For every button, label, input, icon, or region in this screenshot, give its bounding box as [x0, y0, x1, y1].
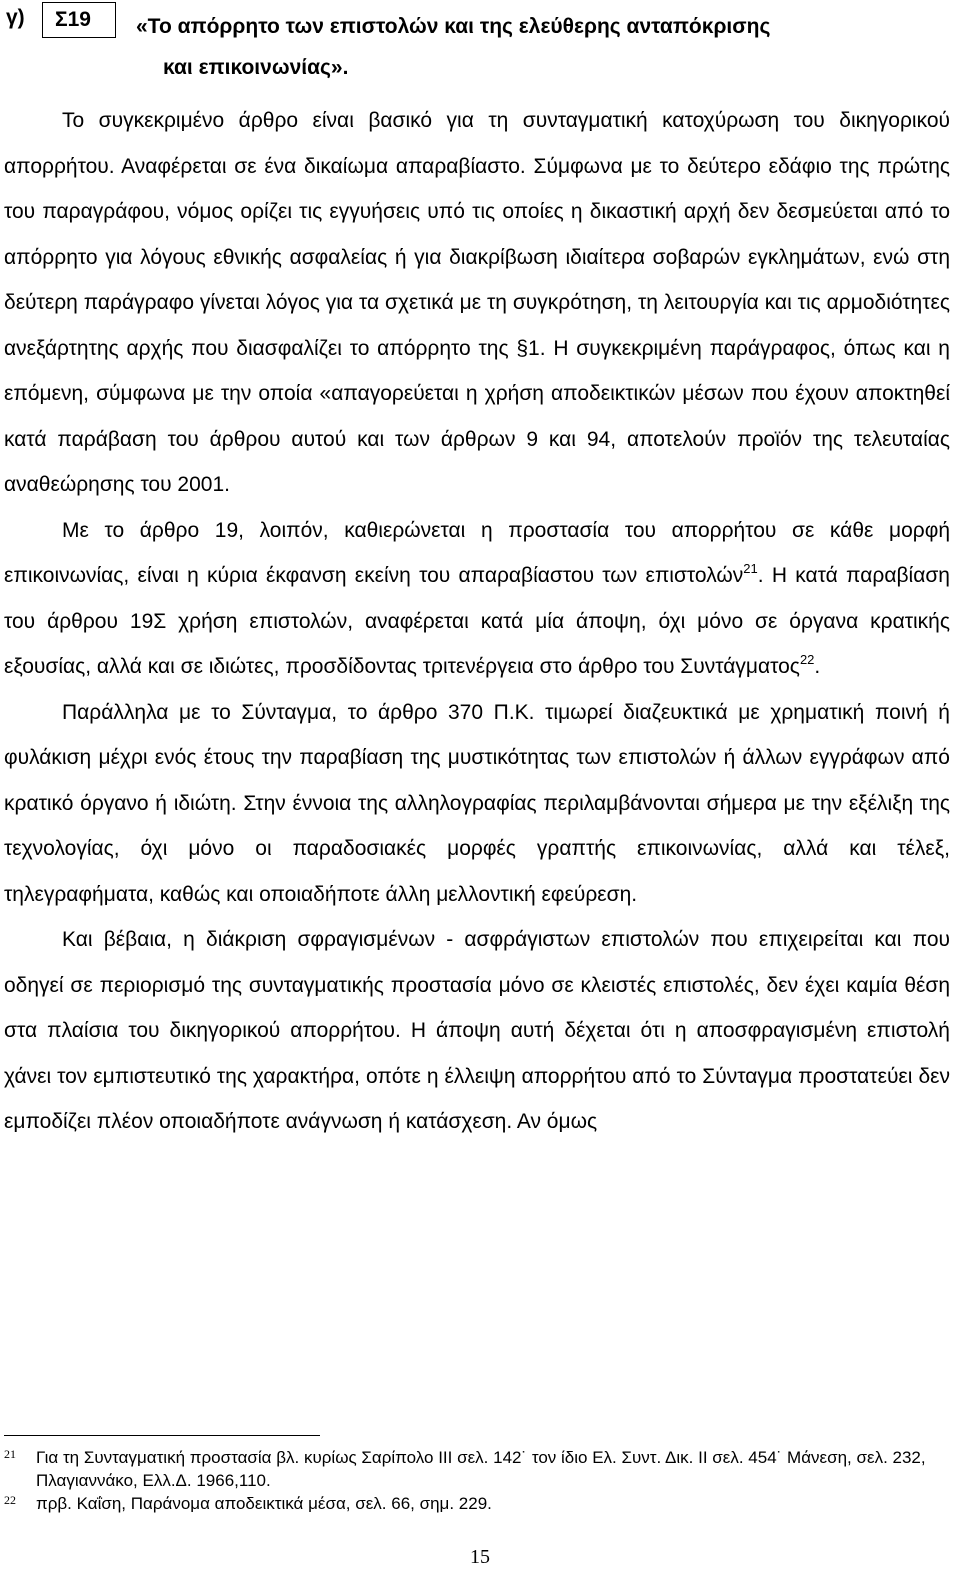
body-paragraph [4, 98, 950, 508]
page-number: 15 [470, 1546, 490, 1568]
footnote-number: 22 [4, 1493, 16, 1507]
footnote-separator [4, 1435, 320, 1436]
footnotes [4, 1446, 950, 1515]
footnote [4, 1492, 950, 1515]
footnote-reference: 22 [799, 652, 815, 667]
heading-article-box: Σ19 [42, 2, 116, 38]
heading-title-line-2: και επικοινωνίας». [163, 56, 349, 79]
body-paragraph [4, 690, 950, 918]
heading-title-line-1: «Το απόρρητο των επιστολών και της ελεύθερης ανταπόκρισης [136, 15, 771, 38]
heading-title [136, 6, 956, 88]
section-heading [6, 2, 950, 92]
body-paragraph [4, 917, 950, 1145]
paragraph-text: . Η κατά παραβίαση του άρθρου 19Σ χρήση επιστολών, αναφέρεται κατά μία άποψη, όχι μόνο σε όργανα κρατικής εξουσίας, αλλά και σε ιδιώτες, προσδίδοντας τριτενέργεια στο άρθρο του Συντάγματος [4, 564, 950, 678]
footnote-text: Για τη Συνταγματική προστασία βλ. κυρίως Σαρίπολο ΙΙΙ σελ. 142˙ τον ίδιο Ελ. Συντ. Δικ. ΙΙ σελ. 454˙ Μάνεση, σελ. 232, Πλαγιαννάκο, Ελλ.Δ. 1966,110. [36, 1448, 926, 1490]
body-paragraph [4, 508, 950, 690]
paragraph-text: Και βέβαια, η διάκριση σφραγισμένων - ασφράγιστων επιστολών που επιχειρείται και που οδηγεί σε περιορισμό της συνταγματικής προστασία μόνο σε κλειστές επιστολές, δεν έχει καμία θέση στα πλαίσια του δικηγορικού απορρήτου. Η άποψη αυτή δέχεται ότι η αποσφραγισμένη επιστολή χάνει τον εμπιστευτικό της χαρακτήρα, οπότε η έλλειψη απορρήτου από το Σύνταγμα προστατεύει δεν εμποδίζει πλέον οποιαδήποτε ανάγνωση ή κατάσχεση. Αν όμως [4, 928, 950, 1133]
paragraph-text: . [814, 655, 821, 678]
paragraph-text: Παράλληλα με το Σύνταγμα, το άρθρο 370 Π.Κ. τιμωρεί διαζευκτικά με χρηματική ποινή ή φυλάκιση μέχρι ενός έτους την παραβίαση της μυστικότητας των επιστολών ή άλλων εγγράφων από κρατικό όργανο ή ιδιώτη. Στην έννοια της αλληλογραφίας περιλαμβάνονται σήμερα με την εξέλιξη της τεχνολογίας, όχι μόνο οι παραδοσιακές μορφές γραπτής επικοινωνίας, αλλά και τέλεξ, τηλεγραφήματα, καθώς και οποιαδήποτε άλλη μελλοντική εφεύρεση. [4, 700, 950, 906]
footnote-reference: 21 [743, 561, 758, 576]
footnote-number: 21 [4, 1447, 16, 1461]
footnote-text: πρβ. Καΐση, Παράνομα αποδεικτικά μέσα, σελ. 66, σημ. 229. [36, 1494, 492, 1513]
paragraph-text: Με το άρθρο 19, λοιπόν, καθιερώνεται η προστασία του απορρήτου σε κάθε μορφή επικοινωνίας, είναι η κύρια έκφανση εκείνη του απαραβίαστου των επιστολών [4, 518, 950, 587]
footnote [4, 1446, 950, 1492]
body-text [4, 98, 950, 1145]
paragraph-text: Το συγκεκριμένο άρθρο είναι βασικό για τη συνταγματική κατοχύρωση του δικηγορικού απορρήτου. Αναφέρεται σε ένα δικαίωμα απαραβίαστο. Σύμφωνα με το δεύτερο εδάφιο της πρώτης του παραγράφου, νόμος ορίζει τις εγγυήσεις υπό τις οποίες η δικαστική αρχή δεν δεσμεύεται από το απόρρητο για λόγους εθνικής ασφαλείας ή για διακρίβωση ιδιαίτερα σοβαρών εγκλημάτων, ενώ στη δεύτερη παράγραφο γίνεται λόγος για τα σχετικά με τη συγκρότηση, τη λειτουργία και τις αρμοδιότητες ανεξάρτητης αρχής που διασφαλίζει το απόρρητο της §1. Η συγκεκριμένη παράγραφος, όπως και η επόμενη, σύμφωνα με την οποία «απαγορεύεται η χρήση αποδεικτικών μέσων που έχουν αποκτηθεί κατά παράβαση του άρθρου αυτού και των άρθρων 9 και 94, αποτελούν προϊόν της τελευταίας αναθεώρησης του 2001. [4, 109, 950, 496]
heading-prefix: γ) [6, 6, 25, 29]
